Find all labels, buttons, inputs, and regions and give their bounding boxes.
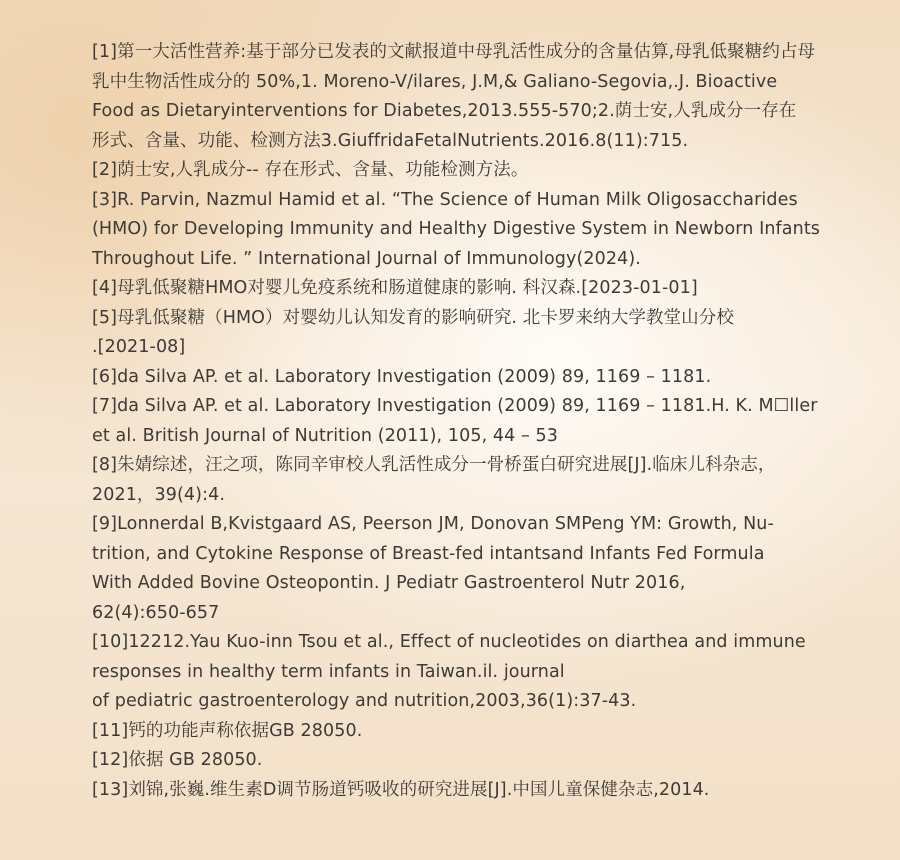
reference-item-12 — [92, 746, 832, 776]
reference-line: [12]依据 GB 28050. — [92, 750, 263, 770]
reference-line: [8]朱婧综述，汪之项，陈同辛审校人乳活性成分一骨桥蛋白研究进展[J].临床儿科杂志， — [92, 455, 776, 475]
reference-line: trition, and Cytokine Response of Breast-fed intantsand Infants Fed Formula — [92, 543, 765, 564]
reference-line: 乳中生物活性成分的 50%,1. Moreno-V/ilares, J.M,& Galiano-Segovia,.J. Bioactive — [92, 71, 778, 92]
reference-line: [4]母乳低聚糖HMO对婴儿免疫系统和肠道健康的影响. 科汉森.[2023-01-01] — [92, 278, 698, 298]
reference-line: [9]Lonnerdal B,Kvistgaard AS, Peerson JM, Donovan SMPeng YM: Growth, Nu- — [92, 514, 774, 534]
reference-line: With Added Bovine Osteopontin. J Pediatr Gastroenterol Nutr 2016, — [92, 573, 686, 593]
reference-item-13 — [92, 776, 832, 806]
reference-item-9 — [92, 510, 832, 628]
reference-line: [13]刘锦,张巍.维生素D调节肠道钙吸收的研究进展[J].中国儿童保健杂志,2014. — [92, 779, 710, 800]
reference-line: [2]荫士安,人乳成分-- 存在形式、含量、功能检测方法。 — [92, 160, 529, 180]
reference-line: Food as Dietaryinterventions for Diabetes,2013.555-570;2.荫士安,人乳成分一存在 — [92, 101, 797, 121]
reference-line: Throughout Life. ” International Journal of Immunology(2024). — [92, 248, 641, 269]
reference-line: [11]钙的功能声称依据GB 28050. — [92, 720, 363, 741]
reference-item-2 — [92, 156, 832, 186]
reference-line: [1]第一大活性营养:基于部分已发表的文献报道中母乳活性成分的含量估算,母乳低聚糖约占母 — [92, 42, 816, 62]
reference-line: of pediatric gastroenterology and nutrition,2003,36(1):37-43. — [92, 691, 637, 711]
reference-item-8 — [92, 451, 832, 510]
reference-line: [10]12212.Yau Kuo-inn Tsou et al., Effect of nucleotides on diarthea and immune — [92, 632, 806, 652]
reference-line: et al. British Journal of Nutrition (2011), 105, 44 – 53 — [92, 425, 559, 446]
reference-line: [5]母乳低聚糖（HMO）对婴幼儿认知发育的影响研究. 北卡罗来纳大学教堂山分校 — [92, 307, 734, 328]
reference-item-6 — [92, 363, 832, 393]
reference-item-1 — [92, 38, 832, 156]
reference-item-3 — [92, 186, 832, 275]
reference-line: [6]da Silva AP. et al. Laboratory Investigation (2009) 89, 1169 – 1181. — [92, 366, 712, 387]
reference-line: 62(4):650-657 — [92, 602, 220, 623]
reference-line: [3]R. Parvin, Nazmul Hamid et al. “The Science of Human Milk Oligosaccharides — [92, 189, 798, 210]
reference-item-10 — [92, 628, 832, 717]
reference-item-7 — [92, 392, 832, 451]
reference-list — [92, 38, 832, 805]
reference-line: [7]da Silva AP. et al. Laboratory Investigation (2009) 89, 1169 – 1181.H. K. M☐ller — [92, 396, 818, 416]
reference-line: 2021，39(4):4. — [92, 484, 225, 505]
reference-item-11 — [92, 717, 832, 747]
reference-item-4 — [92, 274, 832, 304]
reference-line: .[2021-08] — [92, 337, 186, 357]
reference-line: responses in healthy term infants in Taiwan.il. journal — [92, 661, 565, 682]
reference-item-5 — [92, 304, 832, 363]
reference-line: (HMO) for Developing Immunity and Healthy Digestive System in Newborn Infants — [92, 219, 821, 239]
reference-line: 形式、含量、功能、检测方法3.GiuffridaFetalNutrients.2016.8(11):715. — [92, 130, 689, 151]
